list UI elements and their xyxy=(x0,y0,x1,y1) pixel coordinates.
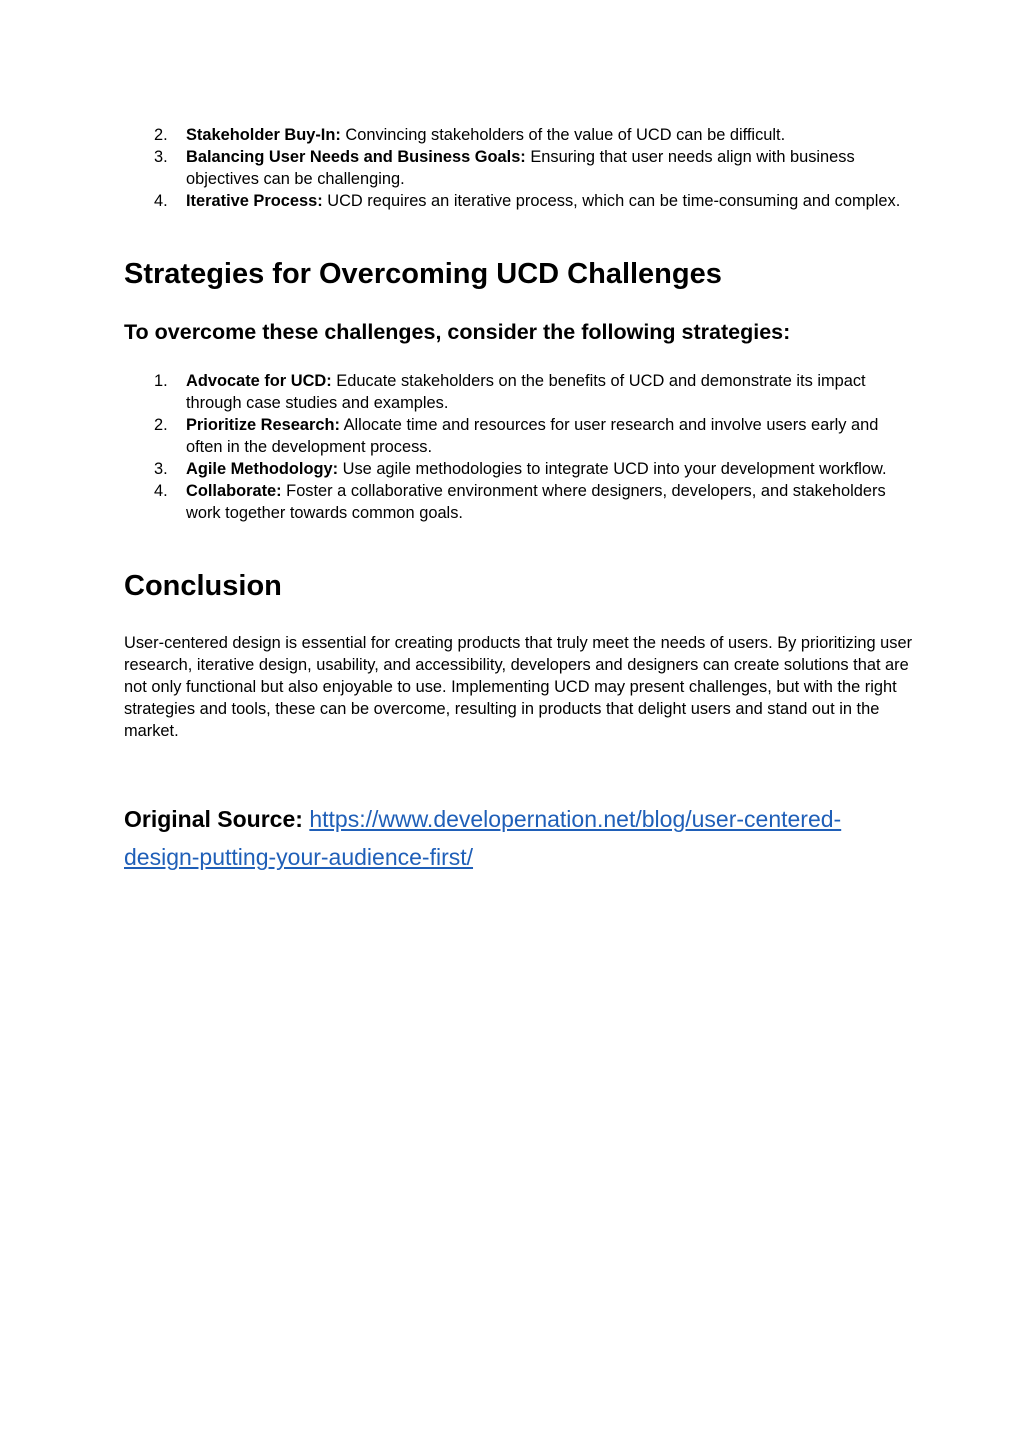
list-item-lead: Advocate for UCD: xyxy=(186,372,332,390)
list-item-number: 2. xyxy=(154,416,168,434)
list-item-number: 3. xyxy=(154,148,168,166)
list-item-text: Allocate time and resources for user research and involve users early and often in the development process. xyxy=(186,416,879,456)
list-item-text: Foster a collaborative environment where designers, developers, and stakeholders work together towards common goals. xyxy=(186,482,886,522)
conclusion-heading: Conclusion xyxy=(124,570,282,602)
original-source xyxy=(124,800,904,876)
list-item-text: Convincing stakeholders of the value of UCD can be difficult. xyxy=(340,126,786,144)
strategies-list xyxy=(124,370,904,524)
list-item xyxy=(124,458,904,480)
list-item-number: 4. xyxy=(154,482,168,500)
source-link[interactable]: https://www.developernation.net/blog/user-centered-design-putting-your-audience-first/ xyxy=(124,806,842,870)
source-label: Original Source: xyxy=(124,806,303,832)
list-item-text: Ensuring that user needs align with business objectives can be challenging. xyxy=(186,148,855,188)
list-item xyxy=(124,124,904,146)
list-item-text: UCD requires an iterative process, which can be time-consuming and complex. xyxy=(322,192,901,210)
list-item-number: 4. xyxy=(154,192,168,210)
list-item xyxy=(124,414,904,458)
list-item-lead: Prioritize Research: xyxy=(186,416,340,434)
list-item-number: 2. xyxy=(154,126,168,144)
list-item xyxy=(124,146,904,190)
list-item xyxy=(124,370,904,414)
list-item-lead: Collaborate: xyxy=(186,482,282,500)
list-item-number: 3. xyxy=(154,460,168,478)
strategies-subheading: To overcome these challenges, consider the following strategies: xyxy=(124,320,791,344)
list-item-text: Educate stakeholders on the benefits of UCD and demonstrate its impact through case studies and examples. xyxy=(186,372,866,412)
list-item xyxy=(124,480,904,524)
list-item-text: Use agile methodologies to integrate UCD into your development workflow. xyxy=(338,460,887,478)
list-item-lead: Stakeholder Buy-In: xyxy=(186,126,341,144)
list-item-number: 1. xyxy=(154,372,168,390)
list-item-lead: Balancing User Needs and Business Goals: xyxy=(186,148,526,166)
list-item-lead: Agile Methodology: xyxy=(186,460,339,478)
conclusion-paragraph: User-centered design is essential for creating products that truly meet the needs of users. By prioritizing user research, iterative design, usability, and accessibility, developers and designers can create solutions that are not only functional but also enjoyable to use. Implementing UCD may present challenges, but with the right strategies and tools, these can be overcome, resulting in products that delight users and stand out in the market. xyxy=(124,634,913,740)
challenges-list xyxy=(124,124,904,212)
list-item xyxy=(124,190,904,212)
strategies-heading: Strategies for Overcoming UCD Challenges xyxy=(124,258,722,290)
list-item-lead: Iterative Process: xyxy=(186,192,323,210)
